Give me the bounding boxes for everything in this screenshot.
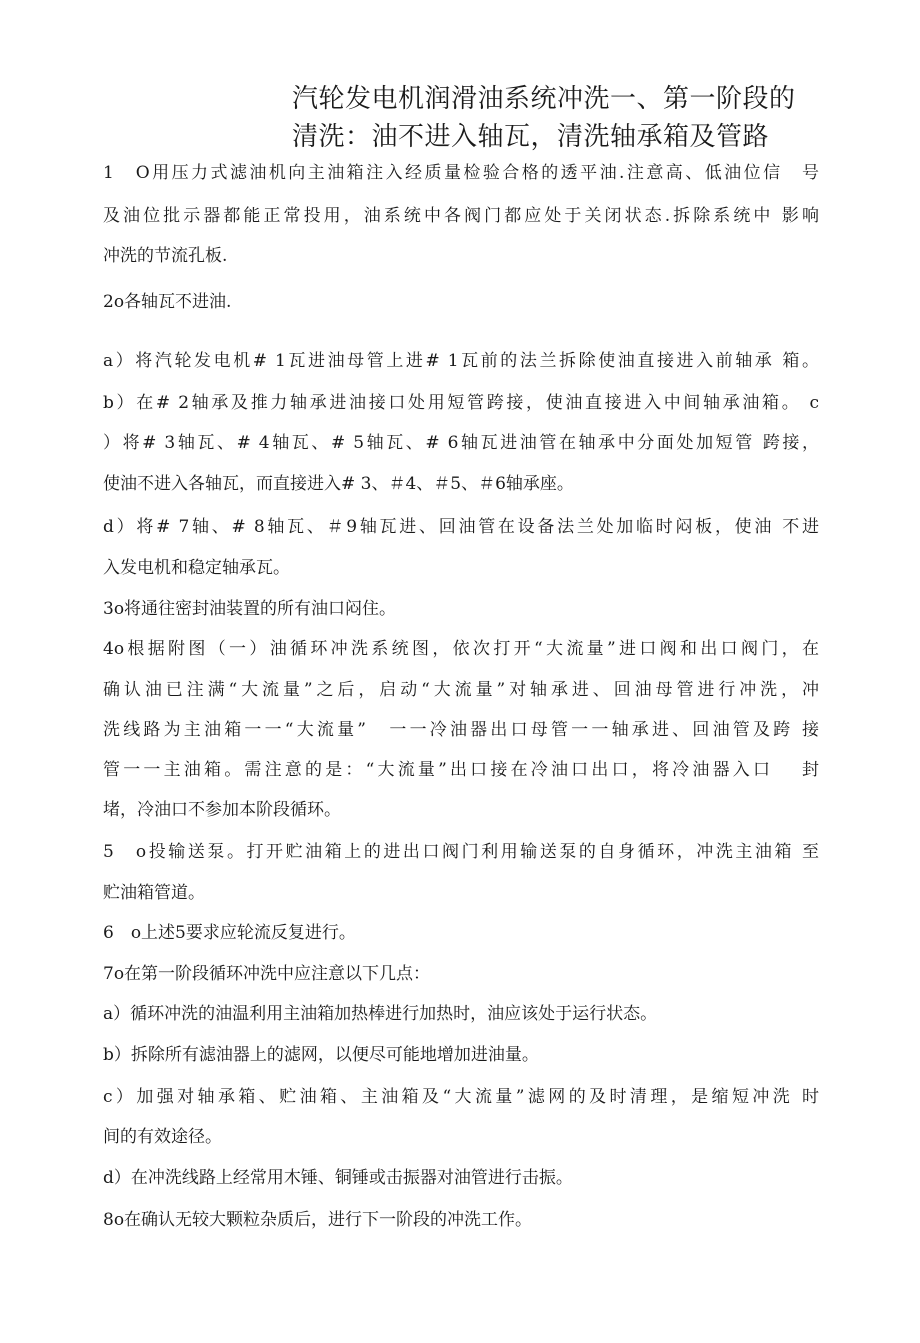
text-line: a）将汽轮发电机# 1瓦进油母管上进# 1瓦前的法兰拆除使油直接进入前轴承 箱。 — [103, 351, 819, 371]
text-line: b）在# 2轴承及推力轴承进油接口处用短管跨接，使油直接进入中间轴承油箱。 c — [103, 393, 819, 413]
text-line: c）加强对轴承箱、贮油箱、主油箱及“大流量”滤网的及时清理，是缩短冲洗 时 — [103, 1087, 819, 1107]
text-line: d）在冲洗线路上经常用木锤、铜锤或击振器对油管进行击振。 — [103, 1168, 573, 1188]
text-line: 6 o上述5要求应轮流反复进行。 — [103, 923, 356, 943]
text-line: 间的有效途径。 — [103, 1127, 222, 1147]
text-line: a）循环冲洗的油温利用主油箱加热棒进行加热时，油应该处于运行状态。 — [103, 1004, 658, 1024]
text-line: 贮油箱管道。 — [103, 883, 205, 903]
title-line-1: 汽轮发电机润滑油系统冲洗一、第一阶段的 — [292, 84, 796, 114]
text-line: 8o在确认无较大颗粒杂质后，进行下一阶段的冲洗工作。 — [103, 1210, 533, 1230]
text-line: d）将# 7轴、# 8轴瓦、＃9轴瓦进、回油管在设备法兰处加临时闷板，使油 不进 — [103, 517, 819, 537]
document-title — [292, 80, 852, 156]
text-line: 确认油已注满“大流量”之后，启动“大流量”对轴承进、回油母管进行冲洗，冲 — [103, 680, 819, 700]
text-line: 5 o投输送泵。打开贮油箱上的进出口阀门利用输送泵的自身循环，冲洗主油箱 至 — [103, 842, 819, 862]
text-line: 管一一主油箱。需注意的是：“大流量”出口接在冷油口出口，将冷油器入口 封 — [103, 760, 819, 780]
text-line: 2o各轴瓦不进油. — [103, 292, 232, 312]
text-line: 及油位批示器都能正常投用，油系统中各阀门都应处于关闭状态.拆除系统中 影响 — [103, 206, 819, 226]
text-line: ）将# 3轴瓦、# 4轴瓦、# 5轴瓦、# 6轴瓦进油管在轴承中分面处加短管 跨接， — [103, 433, 819, 453]
text-line: 4o根据附图（一）油循环冲洗系统图，依次打开“大流量”进口阀和出口阀门，在 — [103, 639, 819, 659]
text-line: 使油不进入各轴瓦，而直接进入# 3、＃4、＃5、＃6轴承座。 — [103, 474, 574, 494]
text-line: 3o将通往密封油装置的所有油口闷住。 — [103, 599, 397, 619]
text-line: 1 O用压力式滤油机向主油箱注入经质量检验合格的透平油.注意高、低油位信 号 — [103, 163, 819, 183]
text-line: b）拆除所有滤油器上的滤网，以便尽可能地增加进油量。 — [103, 1045, 539, 1065]
title-line-2: 清洗：油不进入轴瓦，清洗轴承箱及管路 — [292, 122, 770, 152]
text-line: 堵，冷油口不参加本阶段循环。 — [103, 800, 341, 820]
text-line: 冲洗的节流孔板. — [103, 246, 228, 266]
text-line: 洗线路为主油箱一一“大流量” 一一冷油器出口母管一一轴承进、回油管及跨 接 — [103, 720, 819, 740]
text-line: 7o在第一阶段循环冲洗中应注意以下几点： — [103, 964, 431, 984]
text-line: 入发电机和稳定轴承瓦。 — [103, 558, 290, 578]
